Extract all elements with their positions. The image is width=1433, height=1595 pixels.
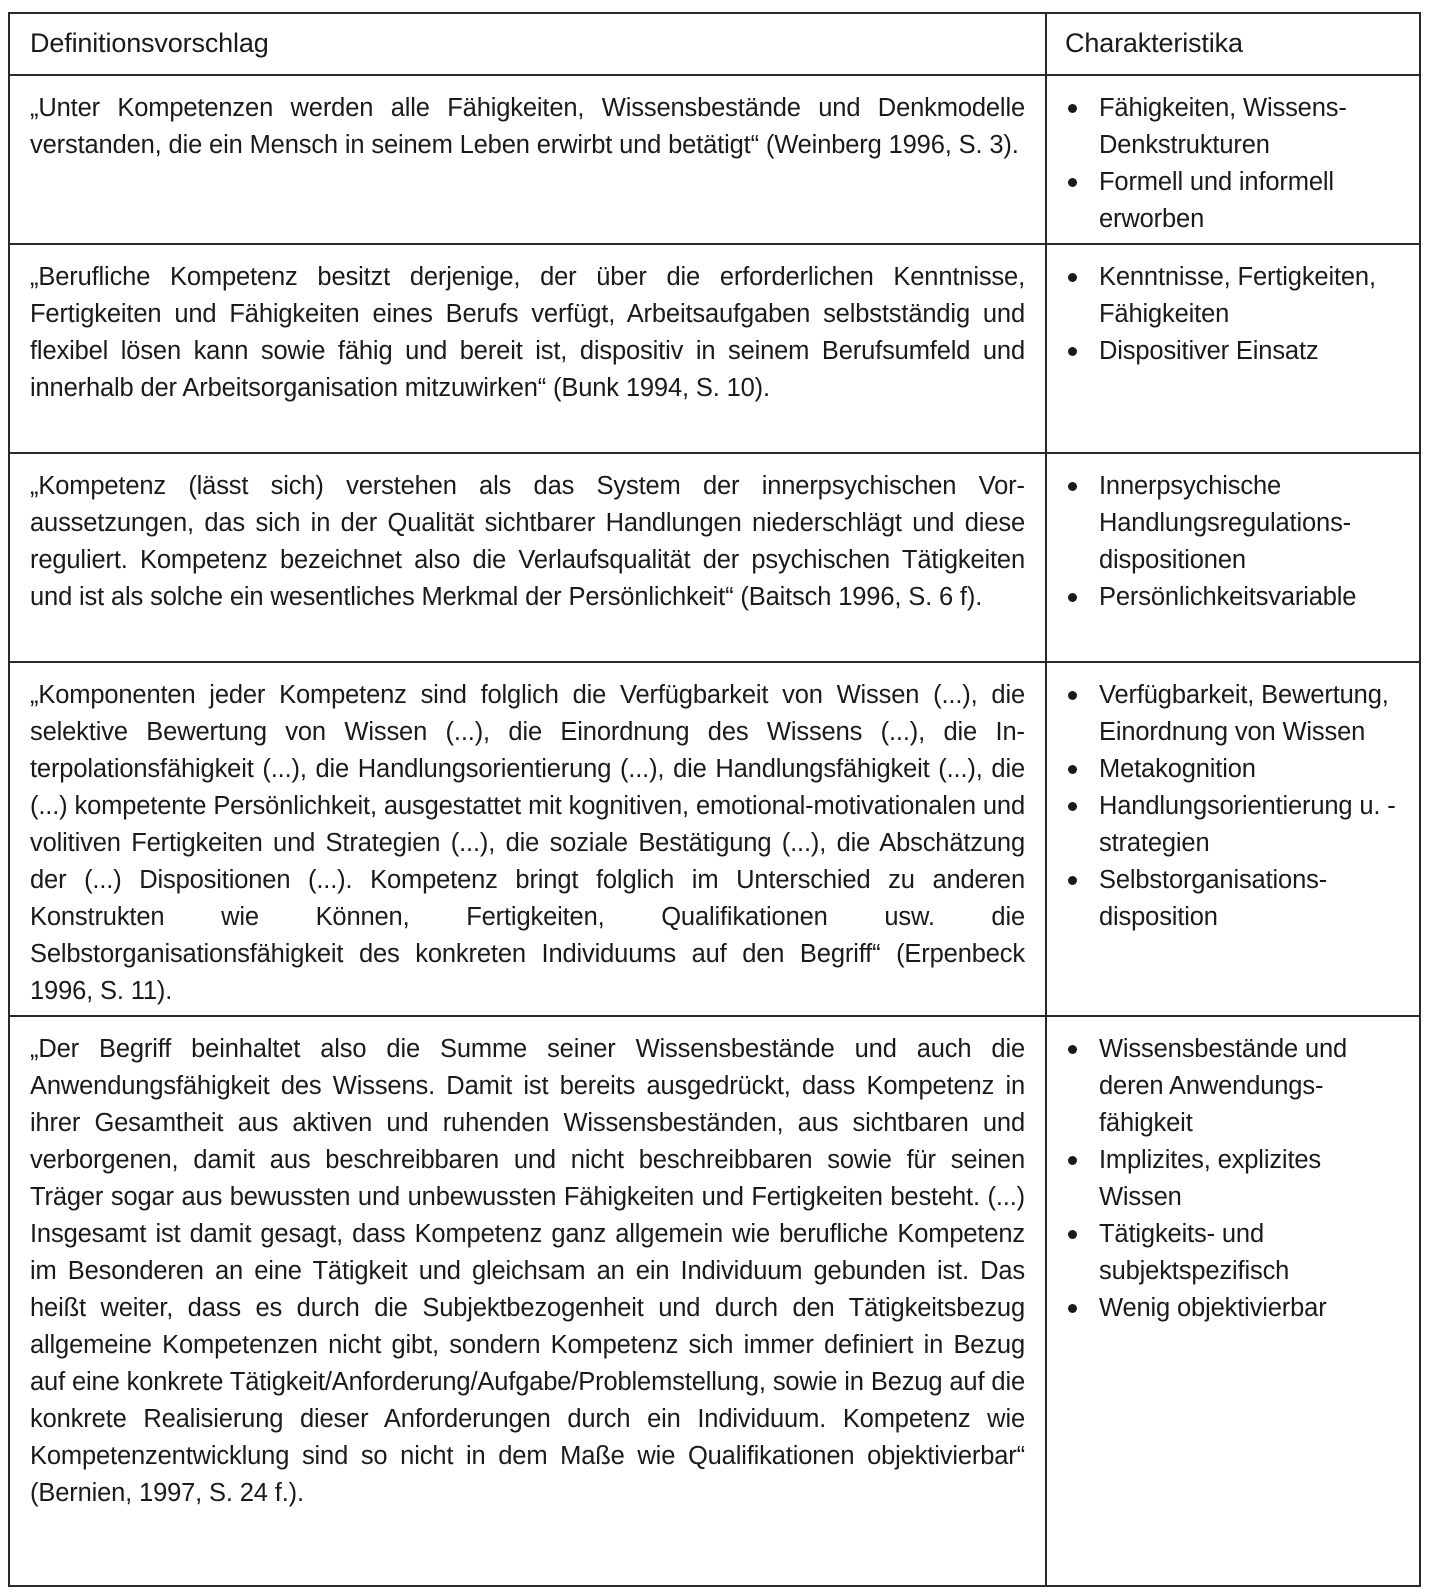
characteristic-text: Formell und informell erworben (1099, 168, 1334, 233)
characteristics-cell (1047, 245, 1419, 452)
bullet-icon (1068, 1230, 1077, 1239)
list-item (1065, 677, 1405, 751)
table-row (10, 243, 1419, 452)
table-row (10, 661, 1419, 1015)
definition-text: „Kompetenz (lässt sich) verstehen als das System der innerpsychischen Voraussetzungen, das sich in der Qualität sichtbarer Handlungen niederschlägt und diese reguliert. Kompetenz bezeichnet also die Verlaufsqualität der psychischen Tätigkeiten und ist als solche ein wesentliches Merkmal der Persönlichkeit“ (Baitsch 1996, S. 6 f). (30, 472, 1025, 611)
list-item (1065, 164, 1405, 238)
header-definition: Definitionsvorschlag (10, 14, 1047, 74)
definition-cell (10, 76, 1047, 243)
table-row (10, 1015, 1419, 1585)
bullet-icon (1068, 802, 1077, 811)
bullet-icon (1068, 876, 1077, 885)
characteristics-cell (1047, 454, 1419, 661)
list-item (1065, 333, 1405, 370)
definition-text: „Unter Kompetenzen werden alle Fähigkeiten, Wissensbestände und Denkmodelle verstanden, die ein Mensch in seinem Leben erwirbt und betätigt“ (Weinberg 1996, S. 3). (30, 94, 1025, 159)
characteristics-list (1065, 259, 1405, 370)
characteristic-text: Metakognition (1099, 755, 1256, 783)
characteristics-list (1065, 677, 1405, 936)
table-row (10, 74, 1419, 243)
bullet-icon (1068, 1045, 1077, 1054)
bullet-icon (1068, 273, 1077, 282)
bullet-icon (1068, 482, 1077, 491)
characteristics-cell (1047, 1017, 1419, 1585)
characteristics-cell (1047, 76, 1419, 243)
characteristic-text: Verfügbarkeit, Bewertung, Einordnung von Wissen (1099, 681, 1389, 746)
table-row (10, 452, 1419, 661)
characteristic-text: Kenntnisse, Fertigkeiten, Fähigkeiten (1099, 263, 1376, 328)
bullet-icon (1068, 1304, 1077, 1313)
list-item (1065, 1290, 1405, 1327)
characteristic-text: Tätigkeits- und subjektspezifisch (1099, 1220, 1290, 1285)
bullet-icon (1068, 178, 1077, 187)
characteristic-text: Persönlichkeitsvariable (1099, 583, 1357, 611)
table-header-row (10, 14, 1419, 74)
characteristics-list (1065, 468, 1405, 616)
definition-cell (10, 245, 1047, 452)
characteristics-list (1065, 90, 1405, 238)
list-item (1065, 90, 1405, 164)
characteristic-text: Wenig objektivierbar (1099, 1294, 1327, 1322)
definition-text: „Komponenten jeder Kompetenz sind folglich die Verfügbarkeit von Wissen (...), die selektive Bewertung von Wissen (...), die Einordnung des Wissens (...), die Interpolationsfähigkeit (...), die Handlungsorientierung (...), die Handlungsfähigkeit (...), die (...) kompetente Persönlichkeit, ausgestattet mit kognitiven, emotional-motivationalen und volitiven Fertigkeiten und Strategien (...), die soziale Bestätigung (...), die Abschätzung der (...) Dispositionen (...). Kompetenz bringt folglich im Unterschied zu anderen Konstrukten wie Können, Fertigkeiten, Qualifikationen usw. die Selbstorganisationsfähigkeit des konkreten Individuums auf den Begriff“ (Erpenbeck 1996, S. 11). (30, 681, 1025, 1005)
bullet-icon (1068, 1156, 1077, 1165)
header-characteristics: Charakteristika (1065, 28, 1243, 58)
list-item (1065, 259, 1405, 333)
characteristic-text: Fähigkeiten, Wissens-Denkstrukturen (1099, 94, 1347, 159)
list-item (1065, 1142, 1405, 1216)
definition-text: „Berufliche Kompetenz besitzt derjenige, der über die erforderlichen Kenntnisse, Fertigkeiten und Fähigkeiten eines Berufs verfügt, Arbeitsaufgaben selbstständig und flexibel lösen kann sowie fähig und bereit ist, dispositiv in seinem Berufsumfeld und innerhalb der Arbeitsorganisation mitzuwirken“ (Bunk 1994, S. 10). (30, 263, 1025, 402)
bullet-icon (1068, 691, 1077, 700)
list-item (1065, 579, 1405, 616)
characteristics-list (1065, 1031, 1405, 1327)
definitions-table (8, 12, 1421, 1587)
list-item (1065, 1216, 1405, 1290)
list-item (1065, 1031, 1405, 1142)
definition-cell (10, 454, 1047, 661)
bullet-icon (1068, 104, 1077, 113)
characteristic-text: Selbstorganisationsdisposition (1099, 866, 1328, 931)
bullet-icon (1068, 765, 1077, 774)
characteristic-text: Implizites, explizites Wissen (1099, 1146, 1322, 1211)
definition-cell (10, 663, 1047, 1015)
characteristic-text: Handlungsorientierung u. -strategien (1099, 792, 1396, 857)
bullet-icon (1068, 593, 1077, 602)
characteristic-text: Wissensbestände und deren Anwendungsfähigkeit (1099, 1035, 1348, 1137)
definition-text: „Der Begriff beinhaltet also die Summe seiner Wissensbestände und auch die Anwendungsfähigkeit des Wissens. Damit ist bereits ausgedrückt, dass Kompetenz in ihrer Gesamtheit aus aktiven und ruhenden Wissensbeständen, aus sichtbaren und verborgenen, damit aus beschreibbaren und nicht beschreibbaren sowie für seinen Träger sogar aus bewussten und unbewussten Fähigkeiten und Fertigkeiten besteht. (...) Insgesamt ist damit gesagt, dass Kompetenz ganz allgemein wie berufliche Kompetenz im Besonderen an eine Tätigkeit und gleichsam an ein Individuum gebunden ist. Das heißt weiter, dass es durch die Subjektbezogenheit und durch den Tätigkeitsbezug allgemeine Kompetenzen nicht gibt, sondern Kompetenz sich immer definiert in Bezug auf eine konkrete Tätigkeit/Anforderung/Aufgabe/Problemstellung, sowie in Bezug auf die konkrete Realisierung dieser Anforderungen durch ein Individuum. Kompetenz wie Kompetenzentwicklung sind so nicht in dem Maße wie Qualifikationen objektivierbar“ (Bernien, 1997, S. 24 f.). (30, 1035, 1025, 1507)
list-item (1065, 468, 1405, 579)
definition-cell (10, 1017, 1047, 1585)
characteristics-cell (1047, 663, 1419, 1015)
list-item (1065, 751, 1405, 788)
list-item (1065, 862, 1405, 936)
characteristic-text: Dispositiver Einsatz (1099, 337, 1319, 365)
bullet-icon (1068, 347, 1077, 356)
characteristic-text: Innerpsychische Handlungsregulationsdispositionen (1099, 472, 1352, 574)
list-item (1065, 788, 1405, 862)
